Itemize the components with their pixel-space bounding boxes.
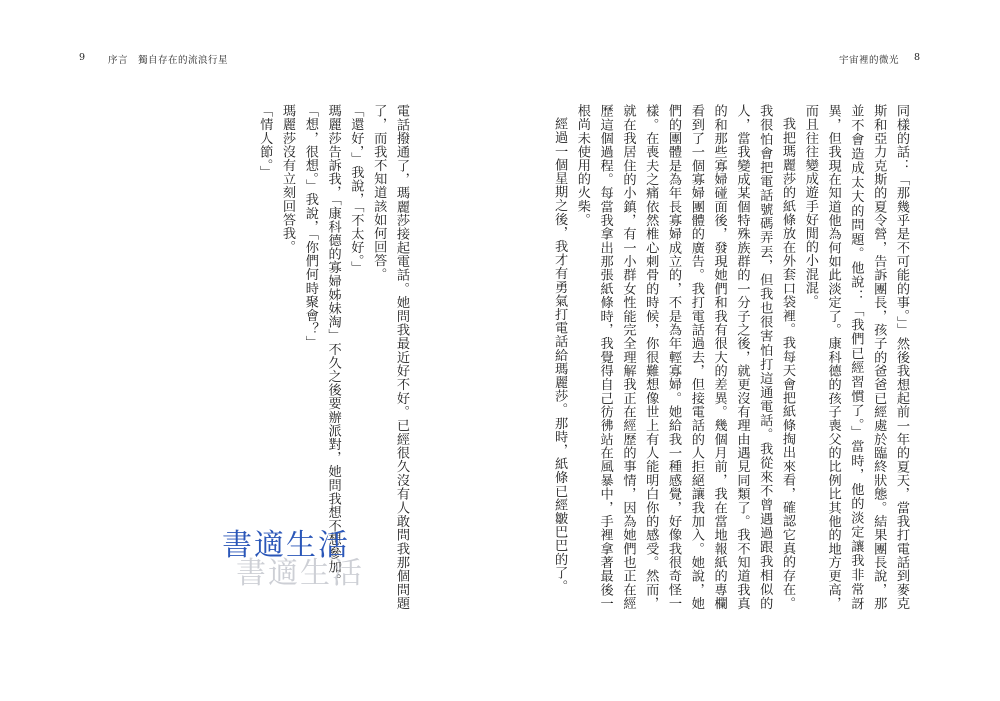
left-running-head: 序言 獨自存在的流浪行星 <box>108 55 229 66</box>
right-running-head: 宇宙裡的微光 <box>839 55 900 66</box>
left-page-number: 9 <box>79 52 86 63</box>
paragraph: 我把瑪麗莎的紙條放在外套口袋裡。我每天會把紙條掏出來看，確認它真的存在。我很怕會把電話號碼弄丟，但我也很害怕打這通電話。我從來不曾遇過跟我相似的人，當我變成某個特殊族群的一分子之後，就更沒有理由遇見同類了。我不知道我真的和那些寡婦碰面後，發現她們和我有很大的差異。幾個月前，我在當地報紙的專欄看到了一個寡婦團體的廣告。我打電話過去，但接電話的人拒絕讓我加入。她說，她們的團體是為年長寡婦成立的，不是為年輕寡婦。她給我一種感覺，好像我很奇怪一樣。在喪夫之痛依然椎心刺骨的時候，你很難想像世上有人能明白你的感受。然而，就在我居住的小鎮，有一小群女性能完全理解我正在經歷的事情，因為她們也正在經歷這個過程。每當我拿出那張紙條時，我覺得自己彷彿站在風暴中，手裡拿著最後一根尚未使用的火柴。 <box>574 104 796 610</box>
watermark-text: 書適生活 <box>222 528 350 563</box>
paragraph-continued: 同樣的話：「那幾乎是不可能的事。」」然後我想起前一年的夏天，當我打電話到麥克斯和亞力克斯的夏令營，告訴團長，孩子的爸爸已經處於臨終狀態。結果團長說，那並不會造成太大的問題。他說：「我們已經習慣了。」當時，他的淡定讓我非常訝異，但我現在知道他為何如此淡定了。康科德的孩子喪父的比例比其他的地方更高，而且往往變成遊手好閒的小混混。 <box>802 104 909 610</box>
paragraph: 「想，很想。」我說，「你們何時聚會？」 <box>302 104 318 350</box>
paragraph: 電話撥通了，瑪麗莎接起電話。她問我最近好不好。已經很久沒有人敢問我那個問題了，而我不知道該如何回答。 <box>371 104 409 610</box>
paragraph: 「還好，」我說，「不太好。」 <box>348 104 364 275</box>
watermark-shadow-text: 書適生活 <box>236 556 364 591</box>
right-body-text <box>552 104 912 610</box>
paragraph: 瑪麗莎告訴我，「康科德的寡婦姊妹淘」不久之後要辦派對，她問我想不想參加。 <box>325 104 341 587</box>
paragraph: 瑪麗莎沒有立刻回答我。 <box>280 104 296 254</box>
right-page-number: 8 <box>914 52 921 63</box>
paragraph: 「情人節。」 <box>257 104 273 179</box>
paragraph: 經過一個星期之後，我才有勇氣打電話給瑪麗莎。那時，紙條已經皺巴巴的了。 <box>552 117 568 594</box>
right-page <box>500 0 1000 701</box>
watermark-stamp <box>222 520 362 600</box>
